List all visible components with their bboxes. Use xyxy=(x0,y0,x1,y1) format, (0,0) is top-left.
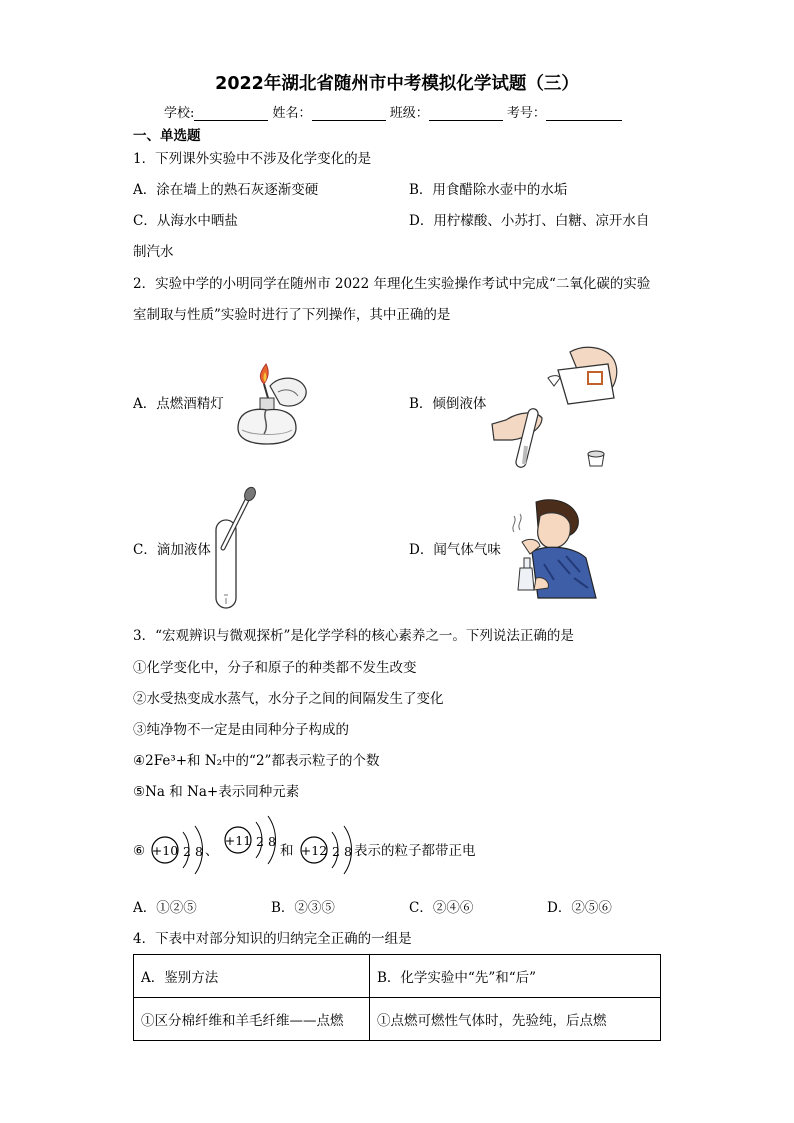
atom-3-shell-electrons: 2 8 xyxy=(332,844,352,859)
q4-table xyxy=(133,954,661,1041)
atom-2-shell-electrons: 2 8 xyxy=(256,834,276,849)
pouring-liquid-image xyxy=(488,342,636,472)
smelling-gas-image xyxy=(508,498,604,600)
atom-diagram-3 xyxy=(298,820,358,880)
dropper-test-tube-image xyxy=(205,486,261,612)
q4-stem: 4．下表中对部分知识的归纳完全正确的一组是 xyxy=(133,931,412,947)
q2-stem-line1: 2．实验中学的小明同学在随州市 2022 年理化生实验操作考试中完成“二氧化碳的实验 xyxy=(133,276,651,292)
class-label: 班级： xyxy=(389,106,429,121)
table-cell: ①点燃可燃性气体时，先验纯，后点燃 xyxy=(370,998,661,1041)
q1-option-d[interactable]: D．用柠檬酸、小苏打、白糖、凉开水自 xyxy=(409,213,650,229)
q3-statement-6-prefix: ⑥ xyxy=(133,843,146,859)
q1-option-b[interactable]: B．用食醋除水壶中的水垢 xyxy=(409,182,568,198)
q2-option-a[interactable]: A．点燃酒精灯 xyxy=(133,396,224,412)
exam-title: 2022年湖北省随州市中考模拟化学试题（三） xyxy=(215,74,579,94)
q3-statement-4: ④2Fe³+和 N₂中的“2”都表示粒子的个数 xyxy=(133,753,380,769)
separator-1: 、 xyxy=(205,843,219,859)
q3-statement-6-suffix: 表示的粒子都带正电 xyxy=(354,843,476,859)
table-row xyxy=(134,998,661,1041)
q3-statement-2: ②水受热变成水蒸气，水分子之间的间隔发生了变化 xyxy=(133,691,444,707)
q3-option-a[interactable]: A．①②⑤ xyxy=(133,900,197,916)
table-cell: A．鉴别方法 xyxy=(134,955,370,998)
q2-option-b[interactable]: B．倾倒液体 xyxy=(409,396,487,412)
atom-diagram-2 xyxy=(222,810,282,870)
school-blank[interactable] xyxy=(194,106,268,121)
atom-1-shell-electrons: 2 8 xyxy=(183,844,203,859)
q3-stem: 3．“宏观辨识与微观探析”是化学学科的核心素养之一。下列说法正确的是 xyxy=(133,628,574,644)
section-heading: 一、单选题 xyxy=(133,128,201,144)
table-cell: B．化学实验中“先”和“后” xyxy=(370,955,661,998)
q2-option-d[interactable]: D．闻气体气味 xyxy=(409,542,501,558)
q3-option-d[interactable]: D．②⑤⑥ xyxy=(547,900,612,916)
atom-3-nucleus: +12 xyxy=(300,843,328,858)
school-label: 学校: xyxy=(164,106,195,121)
table-row xyxy=(134,955,661,998)
q1-option-d-cont: 制汽水 xyxy=(133,244,174,260)
exam-no-blank[interactable] xyxy=(546,106,622,121)
q3-option-c[interactable]: C．②④⑥ xyxy=(409,900,474,916)
exam-no-label: 考号： xyxy=(506,106,546,121)
student-info-line xyxy=(164,102,622,121)
alcohol-lamp-image xyxy=(228,358,312,450)
separator-2: 和 xyxy=(280,843,294,859)
q1-option-a[interactable]: A．涂在墙上的熟石灰逐渐变硬 xyxy=(133,182,319,198)
atom-diagram-1 xyxy=(149,820,209,880)
q2-option-c[interactable]: C．滴加液体 xyxy=(133,542,211,558)
q3-option-b[interactable]: B．②③⑤ xyxy=(271,900,335,916)
q1-option-c[interactable]: C．从海水中晒盐 xyxy=(133,213,238,229)
q1-stem: 1．下列课外实验中不涉及化学变化的是 xyxy=(133,151,372,167)
q2-stem-line2: 室制取与性质”实验时进行了下列操作，其中正确的是 xyxy=(133,307,451,323)
q3-statement-3: ③纯净物不一定是由同种分子构成的 xyxy=(133,722,349,738)
q3-statement-1: ①化学变化中，分子和原子的种类都不发生改变 xyxy=(133,660,417,676)
q3-statement-5: ⑤Na 和 Na+表示同种元素 xyxy=(133,784,300,800)
name-label: 姓名： xyxy=(272,106,312,121)
class-blank[interactable] xyxy=(429,106,503,121)
table-cell: ①区分棉纤维和羊毛纤维——点燃 xyxy=(134,998,370,1041)
atom-2-nucleus: +11 xyxy=(224,833,252,848)
name-blank[interactable] xyxy=(312,106,386,121)
atom-1-nucleus: +10 xyxy=(151,843,179,858)
